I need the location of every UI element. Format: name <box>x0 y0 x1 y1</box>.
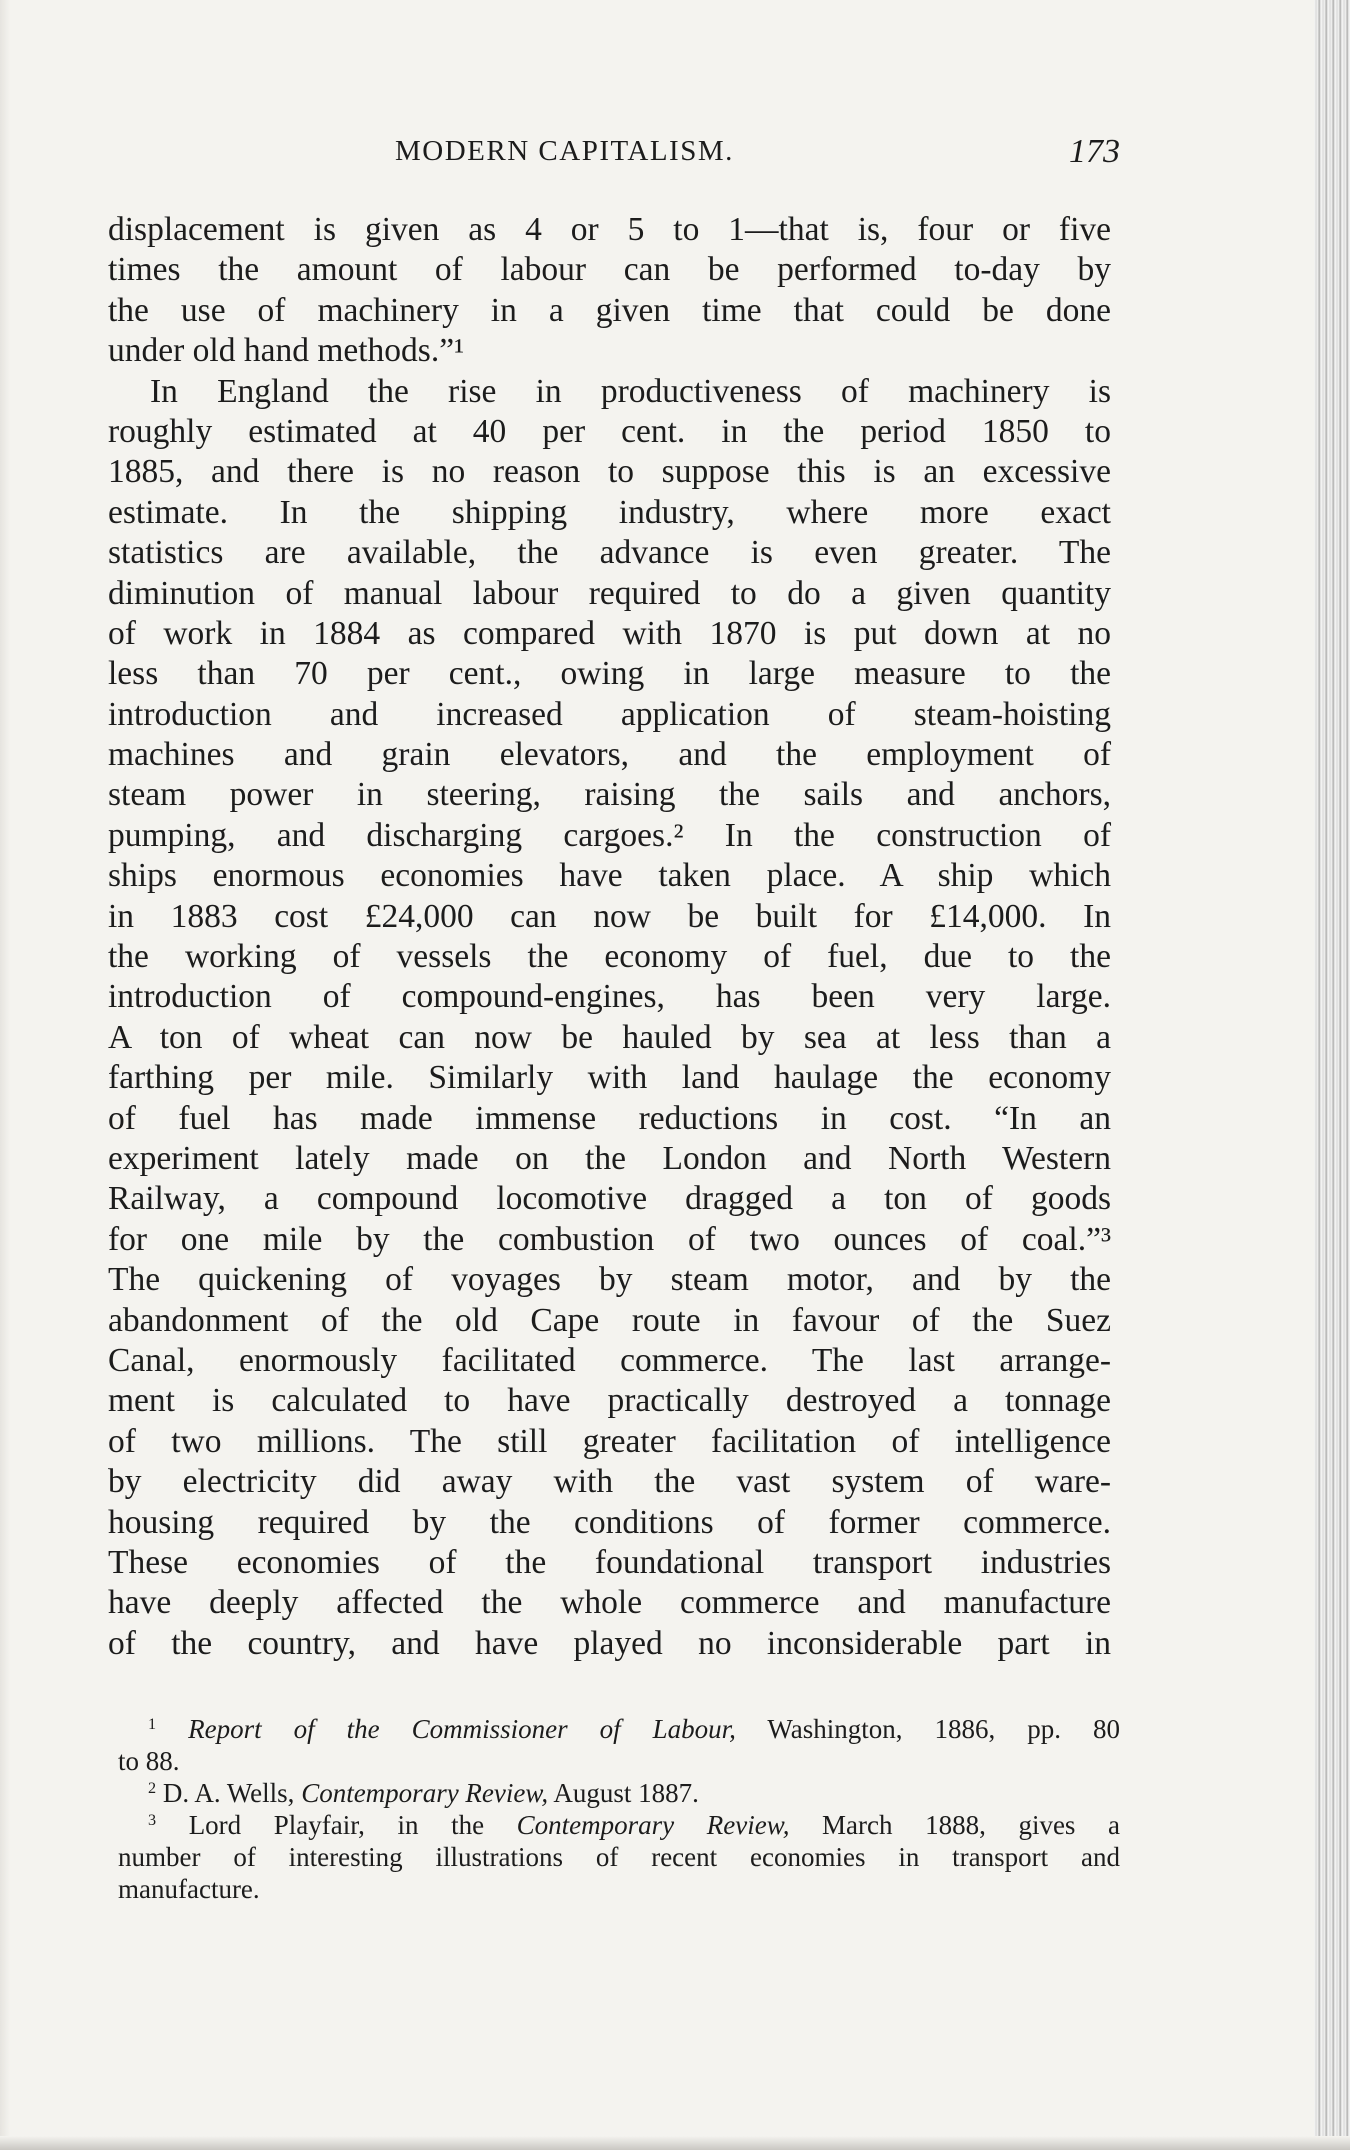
running-head-title: MODERN CAPITALISM. <box>395 135 734 167</box>
footnote-1-continued: to 88. <box>118 1746 180 1776</box>
text-line: ment is calculated to have practically destroyed a tonnage <box>108 1382 1111 1420</box>
text-line: A ton of wheat can now be hauled by sea at less than a <box>108 1018 1111 1056</box>
footnote-title: Report of the Commissioner of Labour, <box>188 1714 736 1744</box>
text-line: for one mile by the combustion of two ounces of coal.”³ <box>108 1220 1111 1258</box>
footnote-author: Lord Playfair, in the <box>188 1810 485 1840</box>
text-line: steam power in steering, raising the sails and anchors, <box>108 776 1111 814</box>
text-line: machines and grain elevators, and the employment of <box>108 736 1111 774</box>
text-line: times the amount of labour can be performed to-day by <box>108 251 1111 289</box>
page-left-edge <box>0 0 10 2150</box>
text-line: housing required by the conditions of former commerce. <box>108 1503 1111 1541</box>
text-line: of two millions. The still greater facilitation of intelligence <box>108 1422 1111 1460</box>
text-line: Railway, a compound locomotive dragged a ton of goods <box>108 1180 1111 1218</box>
footnotes <box>118 1713 1120 1905</box>
text-line: 1885, and there is no reason to suppose this is an excessive <box>108 453 1111 491</box>
text-line: introduction of compound-engines, has been very large. <box>108 978 1111 1016</box>
text-line: of fuel has made immense reductions in cost. “In an <box>108 1099 1111 1137</box>
footnote-title: Contemporary Review, <box>516 1810 790 1840</box>
page-gutter-edge <box>1314 0 1350 2150</box>
footnote-marker: 1 <box>148 1715 157 1734</box>
footnote-3-continued: number of interesting illustrations of recent economies in transport and <box>118 1842 1120 1872</box>
text-line: displacement is given as 4 or 5 to 1—that is, four or five <box>108 211 1111 248</box>
text-line: These economies of the foundational transport industries <box>108 1543 1111 1581</box>
footnote-title: Contemporary Review, <box>301 1778 549 1808</box>
running-head <box>110 135 1120 175</box>
text-line: have deeply affected the whole commerce and manufacture <box>108 1584 1111 1622</box>
text-line: by electricity did away with the vast system of ware- <box>108 1463 1111 1501</box>
footnote-text: Washington, 1886, pp. 80 <box>767 1714 1120 1744</box>
text-line: introduction and increased application of steam-hoisting <box>108 695 1111 733</box>
footnote-3-continued: manufacture. <box>118 1874 260 1904</box>
text-line: estimate. In the shipping industry, where more exact <box>108 493 1111 531</box>
page-bottom-edge <box>0 2136 1350 2150</box>
footnote-author: D. A. Wells, <box>162 1778 295 1808</box>
footnote-1 <box>118 1713 1120 1745</box>
text-line: roughly estimated at 40 per cent. in the period 1850 to <box>108 412 1111 450</box>
text-line: farthing per mile. Similarly with land haulage the economy <box>108 1059 1111 1097</box>
footnote-marker: 2 <box>148 1779 157 1798</box>
text-line: of work in 1884 as compared with 1870 is put down at no <box>108 614 1111 652</box>
text-line: abandonment of the old Cape route in favour of the Suez <box>108 1301 1111 1339</box>
text-line: of the country, and have played no inconsiderable part in <box>108 1624 1111 1662</box>
text-line: under old hand methods.”¹ <box>108 332 465 370</box>
footnote-text: March 1888, gives a <box>822 1810 1121 1840</box>
page-number: 173 <box>1069 133 1120 170</box>
text-line: diminution of manual labour required to do a given quantity <box>108 574 1111 612</box>
text-line: pumping, and discharging cargoes.² In the construction of <box>108 816 1111 854</box>
text-line: ships enormous economies have taken place. A ship which <box>108 857 1111 895</box>
text-line: statistics are available, the advance is even greater. The <box>108 534 1111 572</box>
text-line: less than 70 per cent., owing in large measure to the <box>108 655 1111 693</box>
text-line: the use of machinery in a given time that could be done <box>108 291 1111 329</box>
footnote-3 <box>118 1809 1120 1841</box>
text-line: The quickening of voyages by steam motor, and by the <box>108 1261 1111 1299</box>
text-line: Canal, enormously facilitated commerce. The last arrange- <box>108 1341 1111 1379</box>
text-line: In England the rise in productiveness of machinery is <box>150 372 1111 410</box>
text-line: in 1883 cost £24,000 can now be built for £14,000. In <box>108 897 1111 935</box>
footnote-text: August 1887. <box>553 1778 699 1808</box>
footnote-2 <box>118 1777 1120 1809</box>
body-text <box>108 210 1111 1664</box>
footnote-marker: 3 <box>148 1811 157 1830</box>
text-line: the working of vessels the economy of fuel, due to the <box>108 938 1111 976</box>
text-line: experiment lately made on the London and North Western <box>108 1139 1111 1177</box>
